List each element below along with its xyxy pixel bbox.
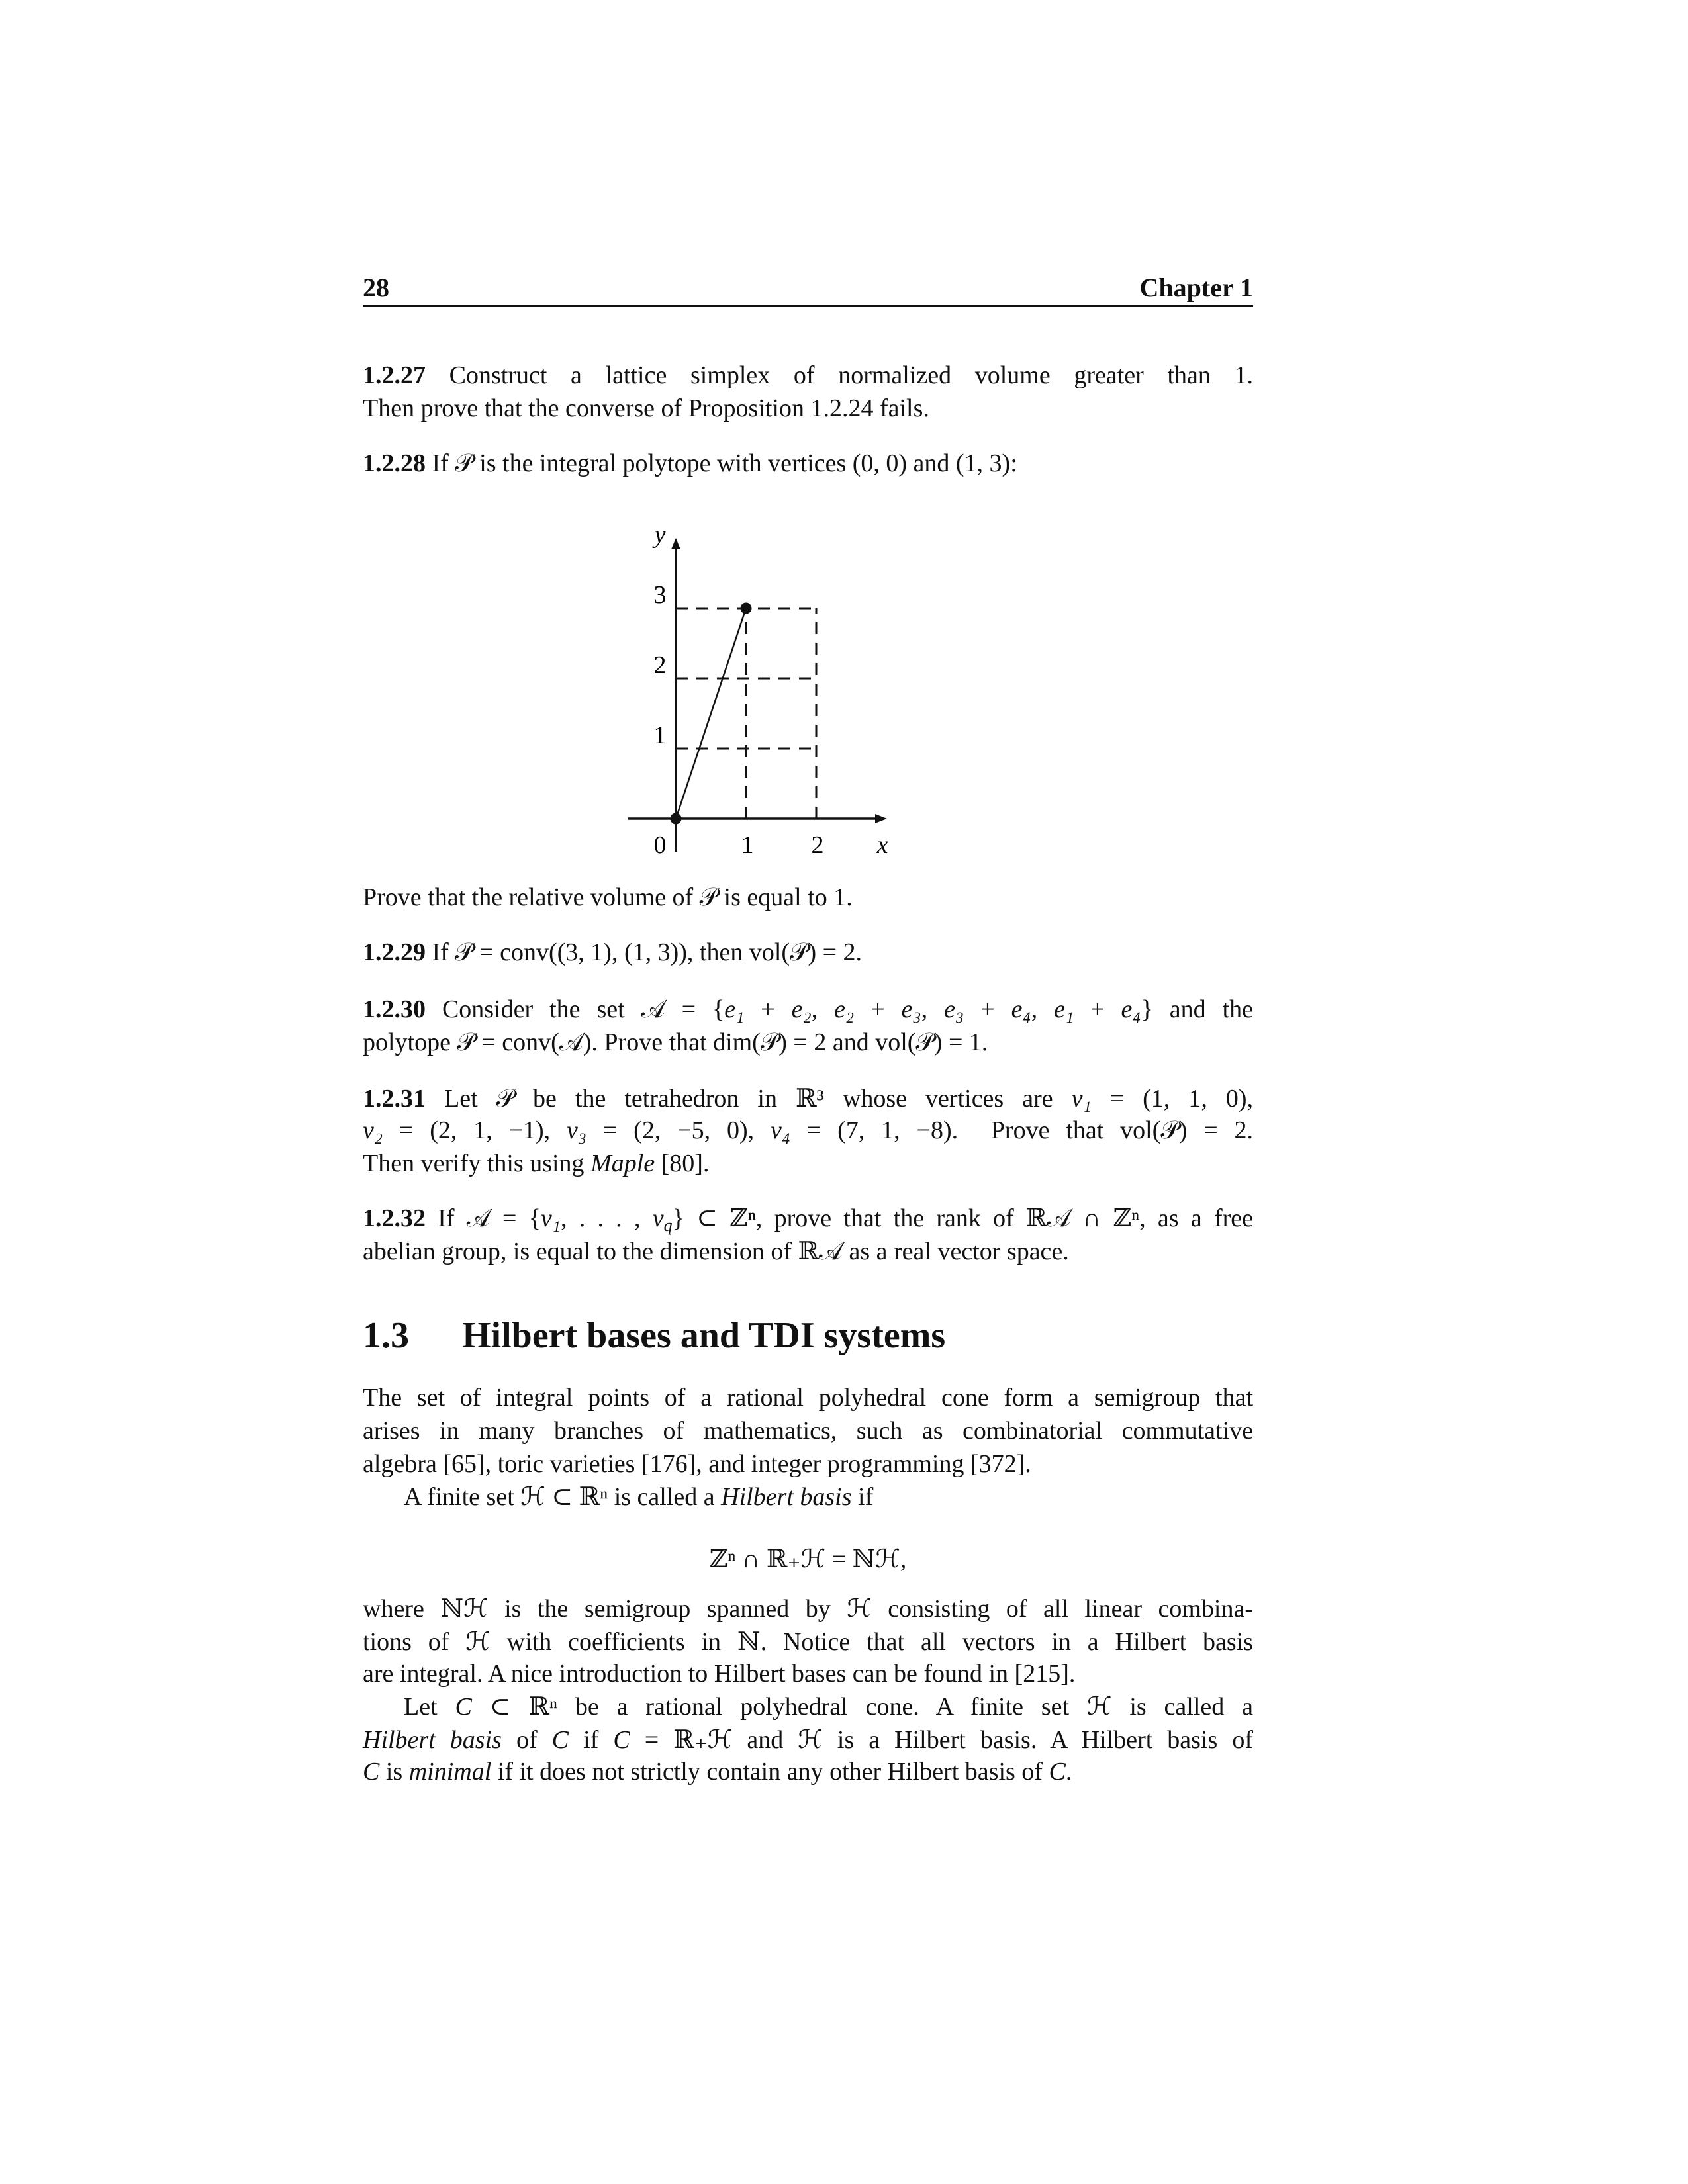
text-line	[363, 936, 1253, 969]
text-run: = (2, −5, 0),	[586, 1116, 771, 1144]
text-run: , . . . ,	[561, 1205, 653, 1232]
text-run: Consider the set 𝒜 = {	[426, 995, 725, 1023]
text-run: = ℝ₊ℋ and ℋ is a Hilbert basis. A Hilbert basis of	[630, 1726, 1253, 1754]
y-tick-label: 1	[653, 721, 667, 749]
section-heading	[363, 1314, 945, 1357]
text-run: Then prove that the converse of Proposition 1.2.24 fails.	[363, 394, 929, 422]
text-run: Let 𝒫 be the tetrahedron in ℝ³ whose vertices are	[426, 1085, 1072, 1113]
text-run: If 𝒫 is the integral polytope with vertices (0, 0) and (1, 3):	[426, 449, 1017, 477]
text-run: ,	[921, 995, 945, 1023]
text-run: .	[1065, 1758, 1072, 1786]
text-line	[363, 1723, 1253, 1756]
text-line	[363, 447, 1253, 480]
text-run: +	[854, 995, 902, 1023]
text-line	[363, 1480, 1253, 1514]
exercise-number: 1.2.29	[363, 938, 426, 966]
italic-text: C	[551, 1726, 569, 1754]
text-run: = (1, 1, 0),	[1091, 1085, 1253, 1113]
italic-text: minimal	[408, 1758, 492, 1786]
text-line	[363, 881, 1253, 914]
text-run: ⊂ ℝⁿ be a rational polyhedral cone. A finite set ℋ is called a	[471, 1693, 1253, 1721]
text-line	[363, 392, 1253, 425]
italic-text: e₂	[834, 995, 855, 1023]
text-run: ,	[1031, 995, 1055, 1023]
text-run: if	[569, 1726, 614, 1754]
text-line	[363, 1414, 1253, 1447]
italic-text: v	[652, 1205, 664, 1232]
text-line	[363, 1625, 1253, 1659]
text-run: where ℕℋ is the semigroup spanned by ℋ consisting of all linear combina-	[363, 1595, 1253, 1623]
text-run: } ⊂ ℤⁿ, prove that the rank of ℝ𝒜 ∩ ℤⁿ, as a free	[672, 1205, 1253, 1232]
text-run: if it does not strictly contain any other Hilbert basis of	[491, 1758, 1049, 1786]
italic-text: v₃	[566, 1116, 587, 1144]
italic-text: Hilbert basis	[721, 1483, 852, 1511]
italic-text: e₁	[724, 995, 745, 1023]
text-line	[363, 1690, 1253, 1723]
italic-text: C	[455, 1693, 472, 1721]
italic-text: v₂	[363, 1116, 383, 1144]
text-run: [80].	[655, 1150, 710, 1177]
x-axis-label: x	[876, 831, 888, 859]
text-run: of	[501, 1726, 552, 1754]
exercise-number: 1.2.32	[363, 1205, 426, 1232]
text-line	[363, 1202, 1253, 1235]
subscript: q	[663, 1216, 673, 1235]
display-equation: ℤⁿ ∩ ℝ₊ℋ = ℕℋ,	[709, 1545, 907, 1573]
italic-text: v₄	[770, 1116, 791, 1144]
italic-text: C	[613, 1726, 630, 1754]
italic-text: v₁	[540, 1205, 561, 1232]
text-line	[363, 1235, 1253, 1268]
text-run: Let	[404, 1693, 455, 1721]
text-run: Construct a lattice simplex of normalized volume greater than 1.	[426, 361, 1253, 389]
text-line	[363, 1147, 1253, 1180]
text-run: A finite set ℋ ⊂ ℝⁿ is called a	[404, 1483, 722, 1511]
section-title: Hilbert bases and TDI systems	[462, 1315, 946, 1356]
italic-text: Hilbert basis	[363, 1726, 502, 1754]
x-tick-label: 0	[653, 831, 667, 859]
text-line	[363, 1755, 1253, 1788]
vertex-point	[741, 603, 752, 614]
text-run: abelian group, is equal to the dimension of ℝ𝒜 as a real vector space.	[363, 1238, 1069, 1265]
x-tick-label: 1	[741, 831, 754, 859]
text-run: is	[379, 1758, 409, 1786]
header-rule	[363, 305, 1253, 307]
text-line	[363, 359, 1253, 392]
italic-text: e₄	[1011, 995, 1031, 1023]
y-tick-label: 2	[653, 651, 667, 679]
polytope-segment	[676, 608, 746, 819]
section-number: 1.3	[363, 1315, 409, 1356]
italic-text: C	[363, 1758, 380, 1786]
text-run: tions of ℋ with coefficients in ℕ. Notice that all vectors in a Hilbert basis	[363, 1628, 1253, 1656]
text-run: +	[964, 995, 1011, 1023]
y-tick-label: 3	[653, 581, 667, 609]
exercise-number: 1.2.27	[363, 361, 426, 389]
text-line	[363, 1447, 1253, 1480]
polytope-figure	[596, 516, 927, 860]
text-run: The set of integral points of a rational polyhedral cone form a semigroup that	[363, 1384, 1253, 1412]
text-run: +	[744, 995, 792, 1023]
text-run: } and the	[1141, 995, 1254, 1023]
page-number: 28	[363, 273, 389, 302]
text-run: If 𝒜 = {	[426, 1205, 541, 1232]
exercise-number: 1.2.31	[363, 1085, 426, 1113]
text-line	[363, 1082, 1253, 1115]
text-run: +	[1074, 995, 1121, 1023]
text-run: = (7, 1, −8). Prove that vol(𝒫) = 2.	[790, 1116, 1254, 1144]
text-line	[363, 1381, 1253, 1414]
italic-text: v₁	[1071, 1085, 1092, 1113]
text-line	[363, 993, 1253, 1026]
text-run: are integral. A nice introduction to Hilbert bases can be found in [215].	[363, 1660, 1076, 1688]
text-line	[363, 1114, 1253, 1147]
x-tick-label: 2	[811, 831, 824, 859]
italic-text: e₃	[901, 995, 921, 1023]
italic-text: C	[1049, 1758, 1066, 1786]
text-run: Then verify this using	[363, 1150, 591, 1177]
text-run: Prove that the relative volume of 𝒫 is equal to 1.	[363, 884, 853, 911]
text-run: = (2, 1, −1),	[383, 1116, 567, 1144]
text-line	[363, 1657, 1253, 1690]
text-run: polytope 𝒫 = conv(𝒜). Prove that dim(𝒫) = 2 and vol(𝒫) = 1.	[363, 1028, 988, 1056]
italic-text: Maple	[590, 1150, 655, 1177]
text-line	[363, 1592, 1253, 1625]
y-axis-label: y	[654, 521, 666, 549]
y-axis-arrow	[671, 538, 680, 549]
text-run: ,	[811, 995, 835, 1023]
text-line	[363, 1026, 1253, 1059]
text-run: If 𝒫 = conv((3, 1), (1, 3)), then vol(𝒫) = 2.	[426, 938, 863, 966]
exercise-number: 1.2.30	[363, 995, 426, 1023]
x-axis-arrow	[875, 814, 887, 823]
text-run: algebra [65], toric varieties [176], and integer programming [372].	[363, 1450, 1031, 1478]
italic-text: e₃	[944, 995, 964, 1023]
italic-text: e₂	[791, 995, 812, 1023]
running-header-chapter: Chapter 1	[1139, 273, 1253, 302]
exercise-number: 1.2.28	[363, 449, 426, 477]
text-run: arises in many branches of mathematics, such as combinatorial commutative	[363, 1417, 1253, 1445]
text-run: if	[851, 1483, 874, 1511]
italic-text: e₁	[1054, 995, 1074, 1023]
italic-text: e₄	[1121, 995, 1141, 1023]
vertex-point	[671, 813, 682, 825]
